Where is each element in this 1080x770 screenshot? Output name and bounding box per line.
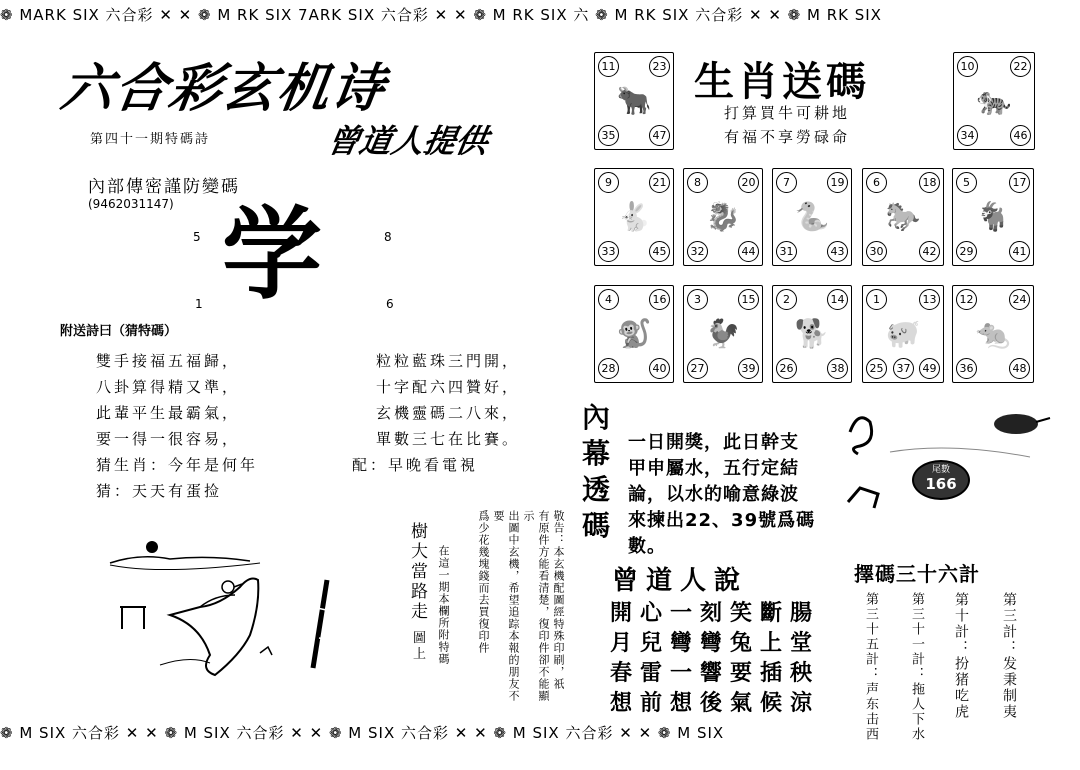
zodiac-number: 24 [1009,289,1030,310]
zodiac-number: 4 [598,289,619,310]
zodiac-number: 2 [776,289,797,310]
zodiac-number: 37 [893,358,914,379]
says-char: 前 [639,690,662,716]
zodiac-number: 35 [598,125,619,146]
says-char: 氣 [729,690,752,716]
strategy-item: 第三十一計：拖人下水 [909,592,924,742]
poem-line: 粒粒藍珠三門開， [376,352,521,370]
zodiac-number: 11 [598,56,619,77]
zodiac-number: 38 [827,358,848,379]
zodiac-number: 18 [919,172,940,193]
goat-icon: 🐐 [975,200,1011,233]
poem-line: 要一得一很容易， [96,430,241,448]
poem-title: 附送詩曰（猜特碼） [60,324,178,339]
zodiac-number: 16 [649,289,670,310]
zodiac-card [772,285,852,383]
inner-title-char: 透 [582,473,611,506]
says-char: 後 [699,690,722,716]
says-char: 兒 [639,630,662,656]
zodiac-number: 14 [827,289,848,310]
poem-right-column [376,348,520,452]
notice-line: 有原件方能看清楚，復印件卻不能顯示 [522,510,550,702]
inner-text-line: 來揀出22、39號爲碼 [628,510,816,531]
zodiac-number: 48 [1009,358,1030,379]
says-char: 彎 [669,630,692,656]
poem-line: 雙手接福五福歸， [96,352,241,370]
zodiac-card [772,168,852,266]
notice-line: 出圖中玄機，希望追踪本報的朋友不要 [492,510,520,702]
secret-label: 內部傳密謹防變碼 [88,177,240,197]
poem-line: 玄機靈碼二八來， [376,404,521,422]
says-char: 響 [699,660,722,686]
strategy-item: 第三計：发秉制夷 [1001,592,1017,720]
bottom-banner: ❁ M SIX 六合彩 ✕ ✕ ❁ M SIX 六合彩 ✕ ✕ ❁ M SIX 六合彩 ✕ ✕ ❁ M SIX 六合彩 ✕ ✕ ❁ M SIX [0,724,725,742]
zodiac-number: 7 [776,172,797,193]
zodiac-number: 17 [1009,172,1030,193]
zodiac-number: 15 [738,289,759,310]
poem-line: 單數三七在比賽。 [376,430,521,448]
poem-left-column [96,348,258,504]
says-char: 笑 [729,600,752,626]
zodiac-number: 1 [866,289,887,310]
inner-title-char: 幕 [582,437,611,470]
says-char: 心 [639,600,662,626]
phone-number: (9462031147) [88,197,174,211]
zodiac-number: 46 [1010,125,1031,146]
zodiac-card [862,285,944,383]
rabbit-icon: 🐇 [616,200,652,233]
zodiac-number: 9 [598,172,619,193]
zodiac-number: 49 [919,358,940,379]
zodiac-number: 43 [827,241,848,262]
zodiac-card [594,52,674,150]
caption-line: 樹大當路走 [407,522,427,622]
inner-title-char: 碼 [582,509,611,542]
inner-code-text [628,430,815,560]
caption-big [404,522,430,662]
zodiac-number: 6 [866,172,887,193]
zodiac-number: 39 [738,358,759,379]
bamboo-icon [305,578,335,670]
inner-text-line: 數。 [628,536,666,557]
strategy-item: 第十計：扮猪吃虎 [953,592,969,720]
says-grid [606,596,816,720]
zodiac-number: 13 [919,289,940,310]
zodiac-number: 10 [957,56,978,77]
caption-small [436,545,451,665]
says-char: 涼 [789,690,812,716]
caption-line: 圖上 [410,630,425,663]
zodiac-number: 27 [687,358,708,379]
zodiac-card [862,168,944,266]
zodiac-number: 20 [738,172,759,193]
says-char: 秧 [789,660,812,686]
zodiac-card [683,168,763,266]
zodiac-card [953,52,1035,150]
rat-icon: 🐀 [975,317,1011,350]
inner-text-line: 一日開獎，此日幹支 [628,432,799,453]
badge-label: 尾數 [931,465,950,475]
big-character: 学 [222,196,322,313]
corner-number-br: 6 [386,297,394,311]
zodiac-number: 8 [687,172,708,193]
zodiac-number: 31 [776,241,797,262]
zodiac-number: 12 [956,289,977,310]
says-char: 腸 [789,600,812,626]
dog-icon: 🐕 [794,317,830,350]
says-char: 斷 [759,600,782,626]
poem-line: 八卦算得精又準， [96,378,241,396]
says-char: 候 [759,690,782,716]
badge-value: 166 [925,475,957,493]
zodiac-number: 45 [649,241,670,262]
strategy-title: 擇碼三十六計 [854,562,980,586]
zodiac-number: 32 [687,241,708,262]
says-char: 刻 [699,600,722,626]
zodiac-number: 34 [957,125,978,146]
zodiac-number: 40 [649,358,670,379]
dragon-icon: 🐉 [705,200,741,233]
zodiac-card [594,285,674,383]
zodiac-number: 3 [687,289,708,310]
zodiac-number: 42 [919,241,940,262]
zodiac-number: 36 [956,358,977,379]
says-char: 月 [609,630,632,656]
says-char: 堂 [789,630,812,656]
says-char: 上 [759,630,782,656]
zodiac-number: 22 [1010,56,1031,77]
zodiac-number: 41 [1009,241,1030,262]
pairing-line: 配：早晚看電視 [352,456,479,474]
zodiac-number: 5 [956,172,977,193]
says-char: 插 [759,660,782,686]
pig-icon: 🐖 [885,317,921,350]
zodiac-number: 44 [738,241,759,262]
zodiac-number: 29 [956,241,977,262]
illustration-hand-bird [100,535,340,685]
corner-number-tr: 8 [384,230,392,244]
inner-code-title [582,400,618,544]
zodiac-number: 26 [776,358,797,379]
caption-line: 在這一期本欄所附特碼 [437,545,450,665]
corner-number-bl: 1 [195,297,203,311]
notice-line: 爲少花幾塊錢而去買復印件 [477,510,490,654]
says-char: 春 [609,660,632,686]
provider-title: 曾道人提供 [324,122,492,160]
snake-icon: 🐍 [794,200,830,233]
zodiac-number: 25 [866,358,887,379]
zodiac-card [594,168,674,266]
zodiac-number: 23 [649,56,670,77]
zodiac-card [683,285,763,383]
says-char: 一 [669,660,692,686]
says-char: 想 [609,690,632,716]
zodiac-number: 19 [827,172,848,193]
zodiac-subtitle-1: 打算買牛可耕地 [724,104,851,122]
strategy-item: 第三十五計：声东击西 [863,592,878,742]
zodiac-number: 28 [598,358,619,379]
guess-line: 猜：天天有蛋捡 [96,482,223,500]
says-char: 想 [669,690,692,716]
zodiac-number: 33 [598,241,619,262]
zodiac-card [952,285,1034,383]
notice-text [476,510,566,710]
ox-icon: 🐂 [616,84,652,117]
zodiac-subtitle-2: 有福不享勞碌命 [724,128,851,146]
poem-line: 此輩平生最霸氣， [96,404,241,422]
issue-label: 第四十一期特碼詩 [90,132,211,147]
says-char: 要 [729,660,752,686]
top-banner: ❁ MARK SIX 六合彩 ✕ ✕ ❁ M RK SIX 7ARK SIX 六合彩 ✕ ✕ ❁ M RK SIX 六 ❁ M RK SIX 六合彩 ✕ ✕ ❁ M RK SIX [0,6,882,24]
notice-line: 敬告：本玄機配圖經特殊印刷，祇 [552,510,565,690]
guess-zodiac-line: 猜生肖：今年是何年 [96,456,259,474]
inner-title-char: 內 [582,401,611,434]
corner-number-tl: 5 [193,230,201,244]
says-char: 兔 [729,630,752,656]
zodiac-card [952,168,1034,266]
tiger-icon: 🐅 [976,84,1012,117]
zodiac-number: 47 [649,125,670,146]
poem-line: 十字配六四贊好， [376,378,521,396]
says-title: 曾道人說 [612,566,749,596]
horse-icon: 🐎 [885,200,921,233]
inner-text-line: 甲申屬水，五行定結 [628,458,799,479]
says-char: 彎 [699,630,722,656]
inner-text-line: 論，以水的喻意綠波 [628,484,799,505]
says-char: 一 [669,600,692,626]
says-char: 雷 [639,660,662,686]
page-title: 六合彩玄机诗 [57,59,390,119]
zodiac-number: 21 [649,172,670,193]
monkey-icon: 🐒 [616,317,652,350]
zodiac-number: 30 [866,241,887,262]
rooster-icon: 🐓 [705,317,741,350]
says-char: 開 [609,600,632,626]
zodiac-title: 生肖送碼 [694,59,870,105]
tail-number-badge [912,460,970,500]
